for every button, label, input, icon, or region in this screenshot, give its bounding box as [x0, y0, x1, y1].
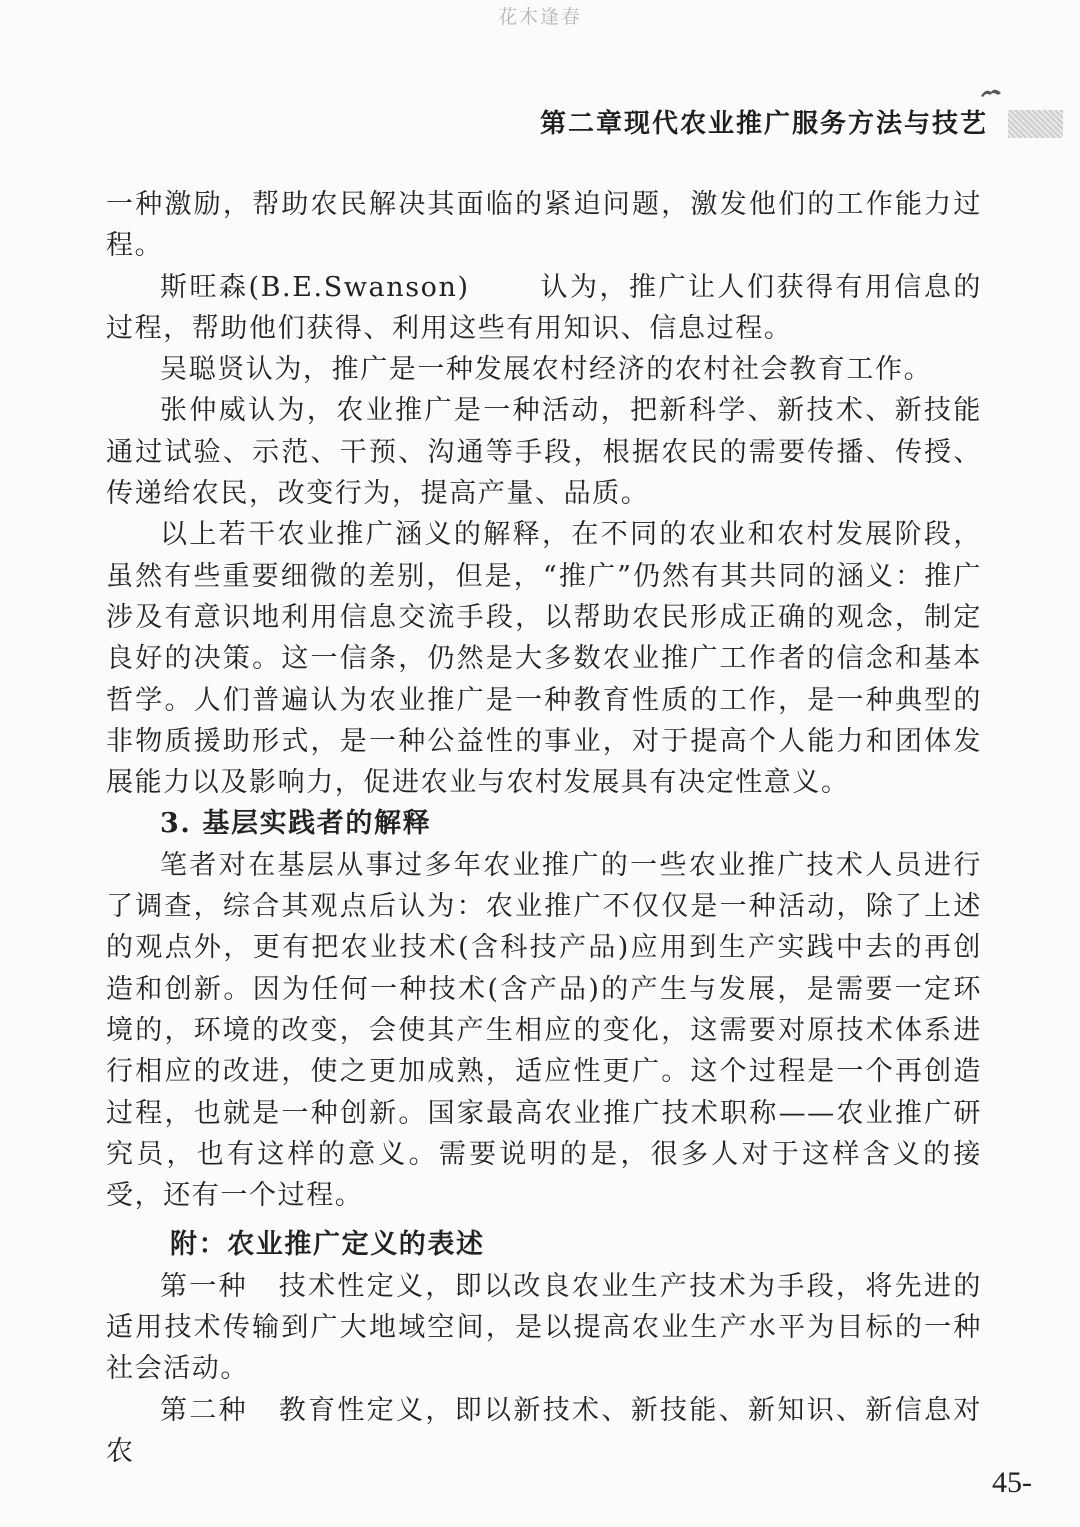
paragraph-5: 以上若干农业推广涵义的解释，在不同的农业和农村发展阶段，虽然有些重要细微的差别，但是，“推广”仍然有其共同的涵义：推广涉及有意识地利用信息交流手段，以帮助农民形成正确的观念，制定良好的决策。这一信条，仍然是大多数农业推广工作者的信念和基本哲学。人们普遍认为农业推广是一种教育性质的工作，是一种典型的非物质援助形式，是一种公益性的事业，对于提高个人能力和团体发展能力以及影响力，促进农业与农村发展具有决定性意义。: [106, 519, 982, 799]
definition-2-text: 教育性定义，即以新技术、新技能、新知识、新信息对农: [106, 1394, 982, 1467]
page-number: 45-: [992, 1466, 1032, 1499]
paragraph-3: 吴聪贤认为，推广是一种发展农村经济的农村社会教育工作。: [160, 354, 933, 386]
definition-1: [106, 1266, 982, 1390]
chapter-title: 第二章现代农业推广服务方法与技艺: [540, 109, 989, 139]
paragraph-1: 一种激励，帮助农民解决其面临的紧迫问题，激发他们的工作能力过程。: [106, 189, 982, 262]
paragraph-2: [106, 267, 982, 350]
section-heading-3: 3. 基层实践者的解释: [160, 808, 432, 840]
appendix-heading: 附：农业推广定义的表述: [170, 1229, 485, 1261]
paragraph-4: 张仲威认为，农业推广是一种活动，把新科学、新技术、新技能通过试验、示范、干预、沟通等手段，根据农民的需要传播、传授、传递给农民，改变行为，提高产量、品质。: [106, 395, 982, 510]
definition-2-label: 第二种: [160, 1394, 248, 1426]
definition-1-label: 第一种: [160, 1270, 248, 1302]
paragraph-6: 笔者对在基层从事过多年农业推广的一些农业推广技术人员进行了调查，综合其观点后认为：农业推广不仅仅是一种活动，除了上述的观点外，更有把农业技术(含科技产品)应用到生产实践中去的再创造和创新。因为任何一种技术(含产品)的产生与发展，是需要一定环境的，环境的改变，会使其产生相应的变化，这需要对原技术体系进行相应的改进，使之更加成熟，适应性更广。这个过程是一个再创造过程，也就是一种创新。国家最高农业推广技术职称——农业推广研究员，也有这样的意义。需要说明的是，很多人对于这样含义的接受，还有一个过程。: [106, 849, 982, 1212]
ornament-icon: [980, 86, 1002, 98]
watermark: 花木逢春: [497, 6, 582, 28]
swanson-name: 斯旺森(B.E.Swanson): [160, 271, 470, 303]
definition-2: [106, 1390, 982, 1473]
page-body: [106, 184, 982, 1472]
definition-1-text: 技术性定义，即以改良农业生产技术为手段，将先进的适用技术传输到广大地域空间，是以提高农业生产水平为目标的一种社会活动。: [106, 1270, 982, 1385]
scan-smudge: [1008, 110, 1063, 138]
paragraph-2-text: 认为，推广让人们获得有用信息的过程，帮助他们获得、利用这些有用知识、信息过程。: [106, 271, 983, 344]
